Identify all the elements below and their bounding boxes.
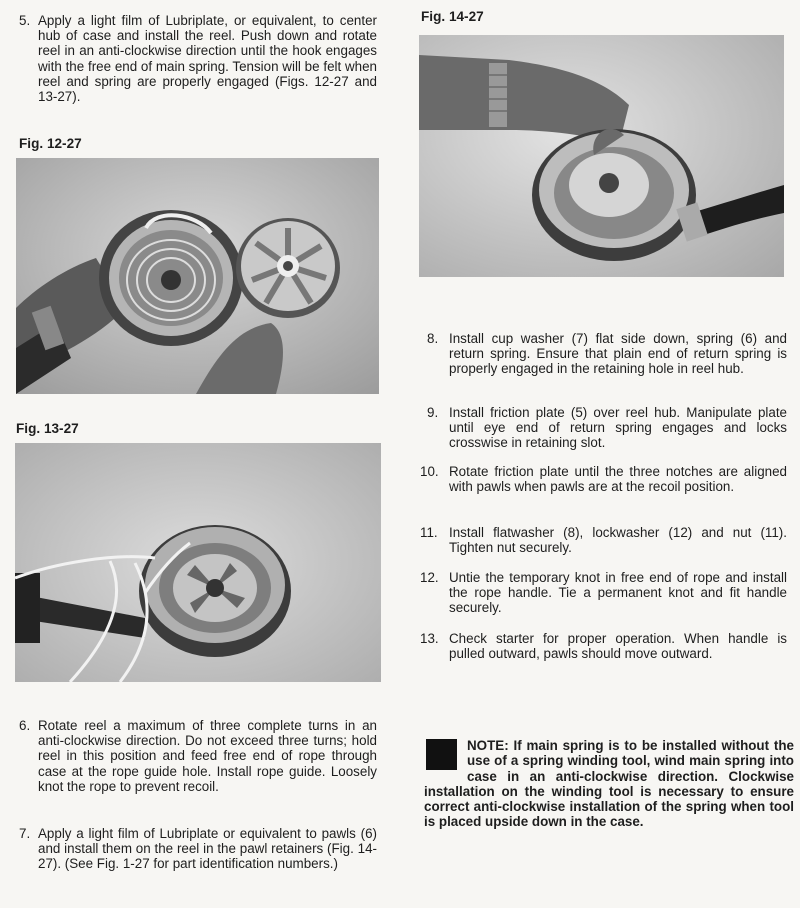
- step-text: Install flatwasher (8), lockwasher (12) and nut (11). Tighten nut securely.: [449, 525, 787, 556]
- note-text: NOTE: If main spring is to be installed without the use of a spring winding tool, wind main spring into case in an anti-clockwise direction. Clockwise installation on the winding tool is necessary to ensure correct anti-clockwise installation of the spring when tool is placed upside down in the case.: [424, 738, 794, 830]
- figure-photo-14: [419, 35, 784, 277]
- step-number: 11.: [420, 525, 438, 540]
- figure-caption-13: Fig. 13-27: [16, 421, 79, 436]
- step-8: [427, 331, 787, 377]
- step-text: Install cup washer (7) flat side down, spring (6) and return spring. Ensure that plain end of return spring is properly engaged in the retaining hole in reel hub.: [449, 331, 787, 377]
- step-number: 7.: [19, 826, 31, 841]
- step-text: Apply a light film of Lubriplate, or equivalent, to center hub of case and install the reel. Push down and rotate reel in an anti-clockwise direction until the hook engages with the free end of main spring. Tension will be felt when reel and spring are properly engaged (Figs. 12-27 and 13-27).: [38, 13, 377, 105]
- step-7: [19, 826, 377, 872]
- reel-and-case-photo: [16, 158, 379, 394]
- step-text: Apply a light film of Lubriplate or equivalent to pawls (6) and install them on the reel in the pawl retainers (Fig. 14-27). (See Fig. 1-27 for part identification numbers.): [38, 826, 377, 872]
- step-13: [420, 631, 787, 661]
- step-text: Rotate friction plate until the three notches are aligned with pawls when pawls are at the recoil position.: [449, 464, 787, 495]
- pawl-installation-photo: [419, 35, 784, 277]
- step-9: [427, 405, 787, 451]
- figure-caption-14: Fig. 14-27: [421, 9, 484, 24]
- figure-photo-12: [16, 158, 379, 394]
- step-11: [420, 525, 787, 555]
- step-number: 10.: [420, 464, 439, 479]
- step-number: 5.: [19, 13, 31, 28]
- note-square-icon: [426, 739, 457, 770]
- figure-caption-12: Fig. 12-27: [19, 136, 82, 151]
- step-10: [420, 464, 787, 494]
- step-text: Check starter for proper operation. When handle is pulled outward, pawls should move outward.: [449, 631, 787, 662]
- step-5: [19, 13, 377, 104]
- step-number: 8.: [427, 331, 439, 346]
- figure-photo-13: [15, 443, 381, 682]
- step-12: [420, 570, 787, 616]
- step-text: Install friction plate (5) over reel hub. Manipulate plate until eye end of return spring engages and locks crosswise in retaining slot.: [449, 405, 787, 451]
- step-number: 6.: [19, 718, 31, 733]
- reel-with-rope-photo: [15, 443, 381, 682]
- step-number: 13.: [420, 631, 439, 646]
- step-6: [19, 718, 377, 794]
- step-text: Untie the temporary knot in free end of rope and install the rope handle. Tie a permanent knot and fit handle securely.: [449, 570, 787, 616]
- step-text: Rotate reel a maximum of three complete turns in an anti-clockwise direction. Do not exceed three turns; hold reel in this position and feed free end of rope through case at the rope guide hole. Install rope guide. Loosely knot the rope to prevent recoil.: [38, 718, 377, 794]
- step-number: 9.: [427, 405, 439, 420]
- note-box: [424, 738, 794, 830]
- step-number: 12.: [420, 570, 439, 585]
